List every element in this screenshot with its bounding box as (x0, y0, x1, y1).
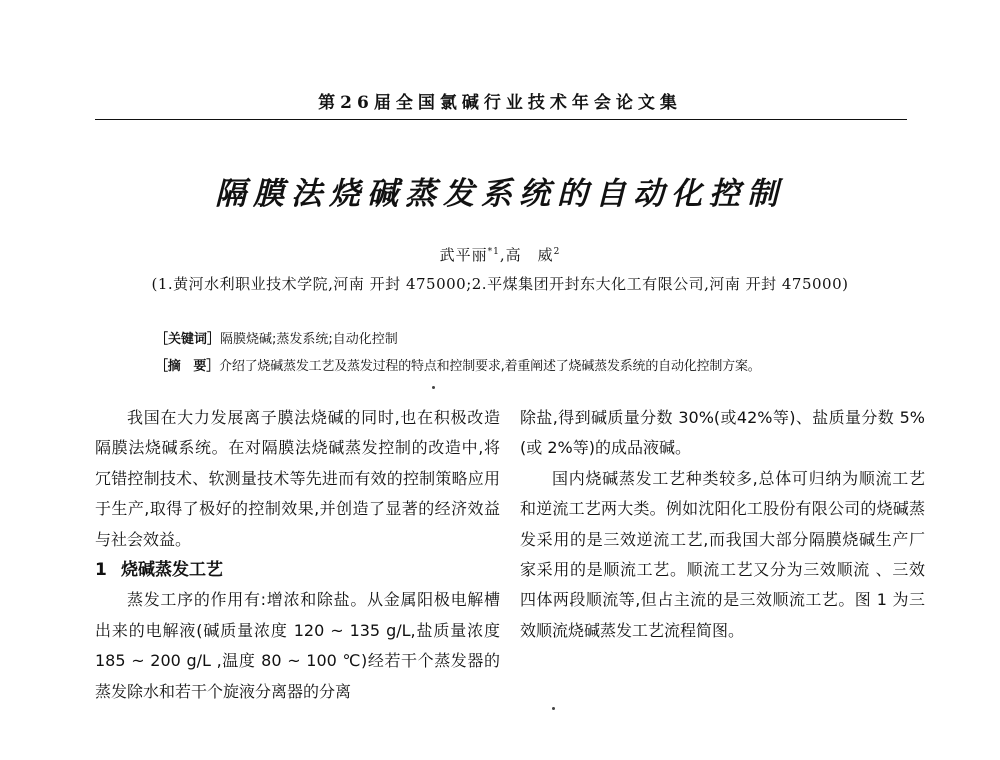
author-separator: , (499, 246, 506, 264)
section-1-title: 烧碱蒸发工艺 (121, 560, 223, 581)
scan-speck (552, 707, 555, 710)
keywords (155, 328, 398, 347)
abstract-label: ［摘 要］ (155, 359, 220, 374)
keywords-label: ［关键词］ (155, 332, 221, 347)
abstract (155, 355, 761, 374)
section-1-paragraph-2: 国内烧碱蒸发工艺种类较多,总体可归纳为顺流工艺和逆流工艺两大类。例如沈阳化工股份有限公司的烧碱蒸发采用的是三效逆流工艺,而我国大部分隔膜烧碱生产厂家采用的是顺流工艺。顺流工艺又分为三效顺流 、三效四体两段顺流等,但占主流的是三效顺流工艺。图 1 为三效顺流烧碱蒸发工艺流程简图。 (520, 468, 925, 640)
abstract-text: 介绍了烧碱蒸发工艺及蒸发过程的特点和控制要求,着重阐述了烧碱蒸发系统的自动化控制方案。 (219, 359, 761, 374)
section-1-number: 1 (95, 560, 107, 581)
intro-paragraph: 我国在大力发展离子膜法烧碱的同时,也在积极改造隔膜法烧碱系统。在对隔膜法烧碱蒸发控制的改造中,将冗错控制技术、软测量技术等先进而有效的控制策略应用于生产,取得了极好的控制效果,并创造了显著的经济效益与社会效益。 (95, 408, 500, 549)
header-rule (95, 119, 907, 120)
proceedings-header: 第26届全国氯碱行业技术年会论文集 (318, 93, 682, 113)
author-2: 高 威 (505, 246, 554, 264)
author-1: 武平丽 (439, 246, 488, 264)
author-2-affil-mark: 2 (553, 247, 561, 257)
affiliations: (1.黄河水利职业技术学院,河南 开封 475000;2.平煤集团开封东大化工有限公司,河南 开封 475000) (151, 275, 849, 293)
scan-speck (432, 386, 435, 389)
section-1-heading (95, 555, 500, 585)
left-column (95, 403, 500, 707)
section-1-paragraph-1-continued: 除盐,得到碱质量分数 30%(或42%等)、盐质量分数 5%(或 2%等)的成品液碱。 (520, 408, 925, 458)
author-1-affil-mark: *1 (487, 247, 500, 257)
right-column (520, 403, 925, 646)
paper-title: 隔膜法烧碱蒸发系统的自动化控制 (215, 176, 785, 212)
author-line (0, 244, 1000, 265)
keywords-text: 隔膜烧碱;蒸发系统;自动化控制 (220, 332, 398, 347)
section-1-paragraph-1: 蒸发工序的作用有:增浓和除盐。从金属阳极电解槽出来的电解液(碱质量浓度 120 ~ 135 g/L,盐质量浓度 185 ~ 200 g/L ,温度 80 ~ 100 ℃)经若干个蒸发器的蒸发除水和若干个旋液分离器的分离 (95, 590, 500, 701)
